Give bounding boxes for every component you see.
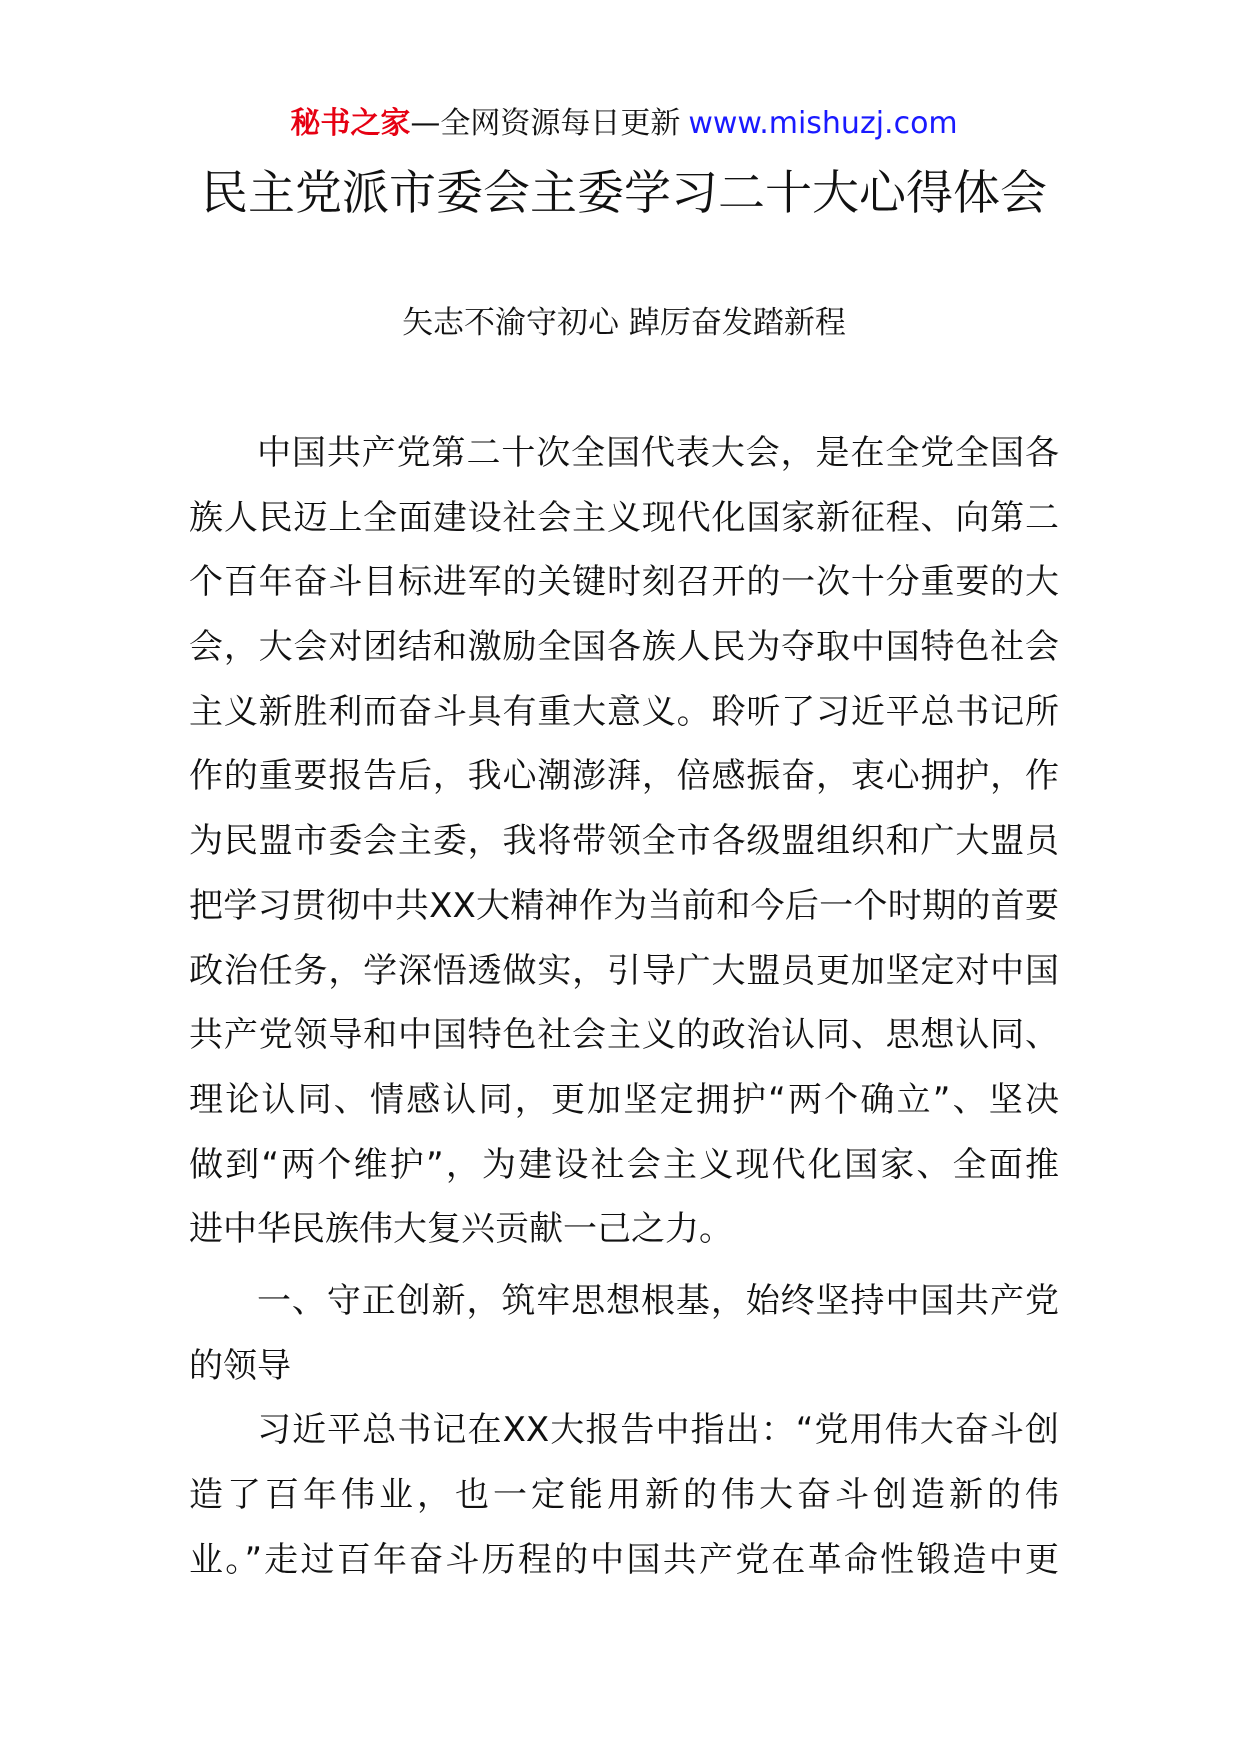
document-title: 民主党派市委会主委学习二十大心得体会	[201, 166, 1047, 221]
paragraph-line: 主义新胜利而奋斗具有重大意义。聆听了习近平总书记所	[189, 691, 1059, 732]
document-subtitle: 矢志不渝守初心 踔厉奋发踏新程	[402, 305, 846, 341]
paragraph-line: 把学习贯彻中共XX大精神作为当前和今后一个时期的首要	[189, 885, 1059, 926]
paragraph-line: 进中华民族伟大复兴贡献一己之力。	[189, 1209, 733, 1250]
paragraph-line: 造了百年伟业，也一定能用新的伟大奋斗创造新的伟	[189, 1475, 1059, 1515]
paragraph-line: 中国共产党第二十次全国代表大会，是在全党全国各	[257, 433, 1059, 473]
intro-paragraph	[189, 421, 1059, 1262]
paragraph-line: 作的重要报告后，我心潮澎湃，倍感振奋，衷心拥护，作	[189, 756, 1059, 797]
section-paragraph	[189, 1398, 1059, 1592]
heading-line: 的领导	[189, 1345, 291, 1386]
heading-line: 一、守正创新，筑牢思想根基，始终坚持中国共产党	[257, 1280, 1059, 1321]
paragraph-line: 政治任务，学深悟透做实，引导广大盟员更加坚定对中国	[189, 950, 1059, 991]
paragraph-line: 族人民迈上全面建设社会主义现代化国家新征程、向第二	[189, 497, 1059, 538]
paragraph-line: 理论认同、情感认同，更加坚定拥护“两个确立”、坚决	[189, 1079, 1059, 1120]
paragraph-line: 个百年奋斗目标进军的关键时刻召开的一次十分重要的大	[189, 562, 1059, 603]
site-header	[189, 104, 1059, 144]
site-tagline: —全网资源每日更新	[410, 106, 681, 141]
section-heading	[189, 1269, 1059, 1398]
paragraph-line: 会，大会对团结和激励全国各族人民为夺取中国特色社会	[189, 627, 1059, 668]
site-url-link[interactable]: www.mishuzj.com	[688, 106, 958, 141]
paragraph-line: 业。”走过百年奋斗历程的中国共产党在革命性锻造中更	[189, 1539, 1059, 1580]
site-brand: 秘书之家	[290, 106, 411, 141]
paragraph-line: 习近平总书记在XX大报告中指出：“党用伟大奋斗创	[257, 1410, 1059, 1451]
paragraph-line: 做到“两个维护”，为建设社会主义现代化国家、全面推	[189, 1144, 1059, 1185]
paragraph-line: 共产党领导和中国特色社会主义的政治认同、思想认同、	[189, 1015, 1059, 1056]
paragraph-line: 为民盟市委会主委，我将带领全市各级盟组织和广大盟员	[189, 821, 1059, 862]
document-body	[189, 421, 1059, 1592]
